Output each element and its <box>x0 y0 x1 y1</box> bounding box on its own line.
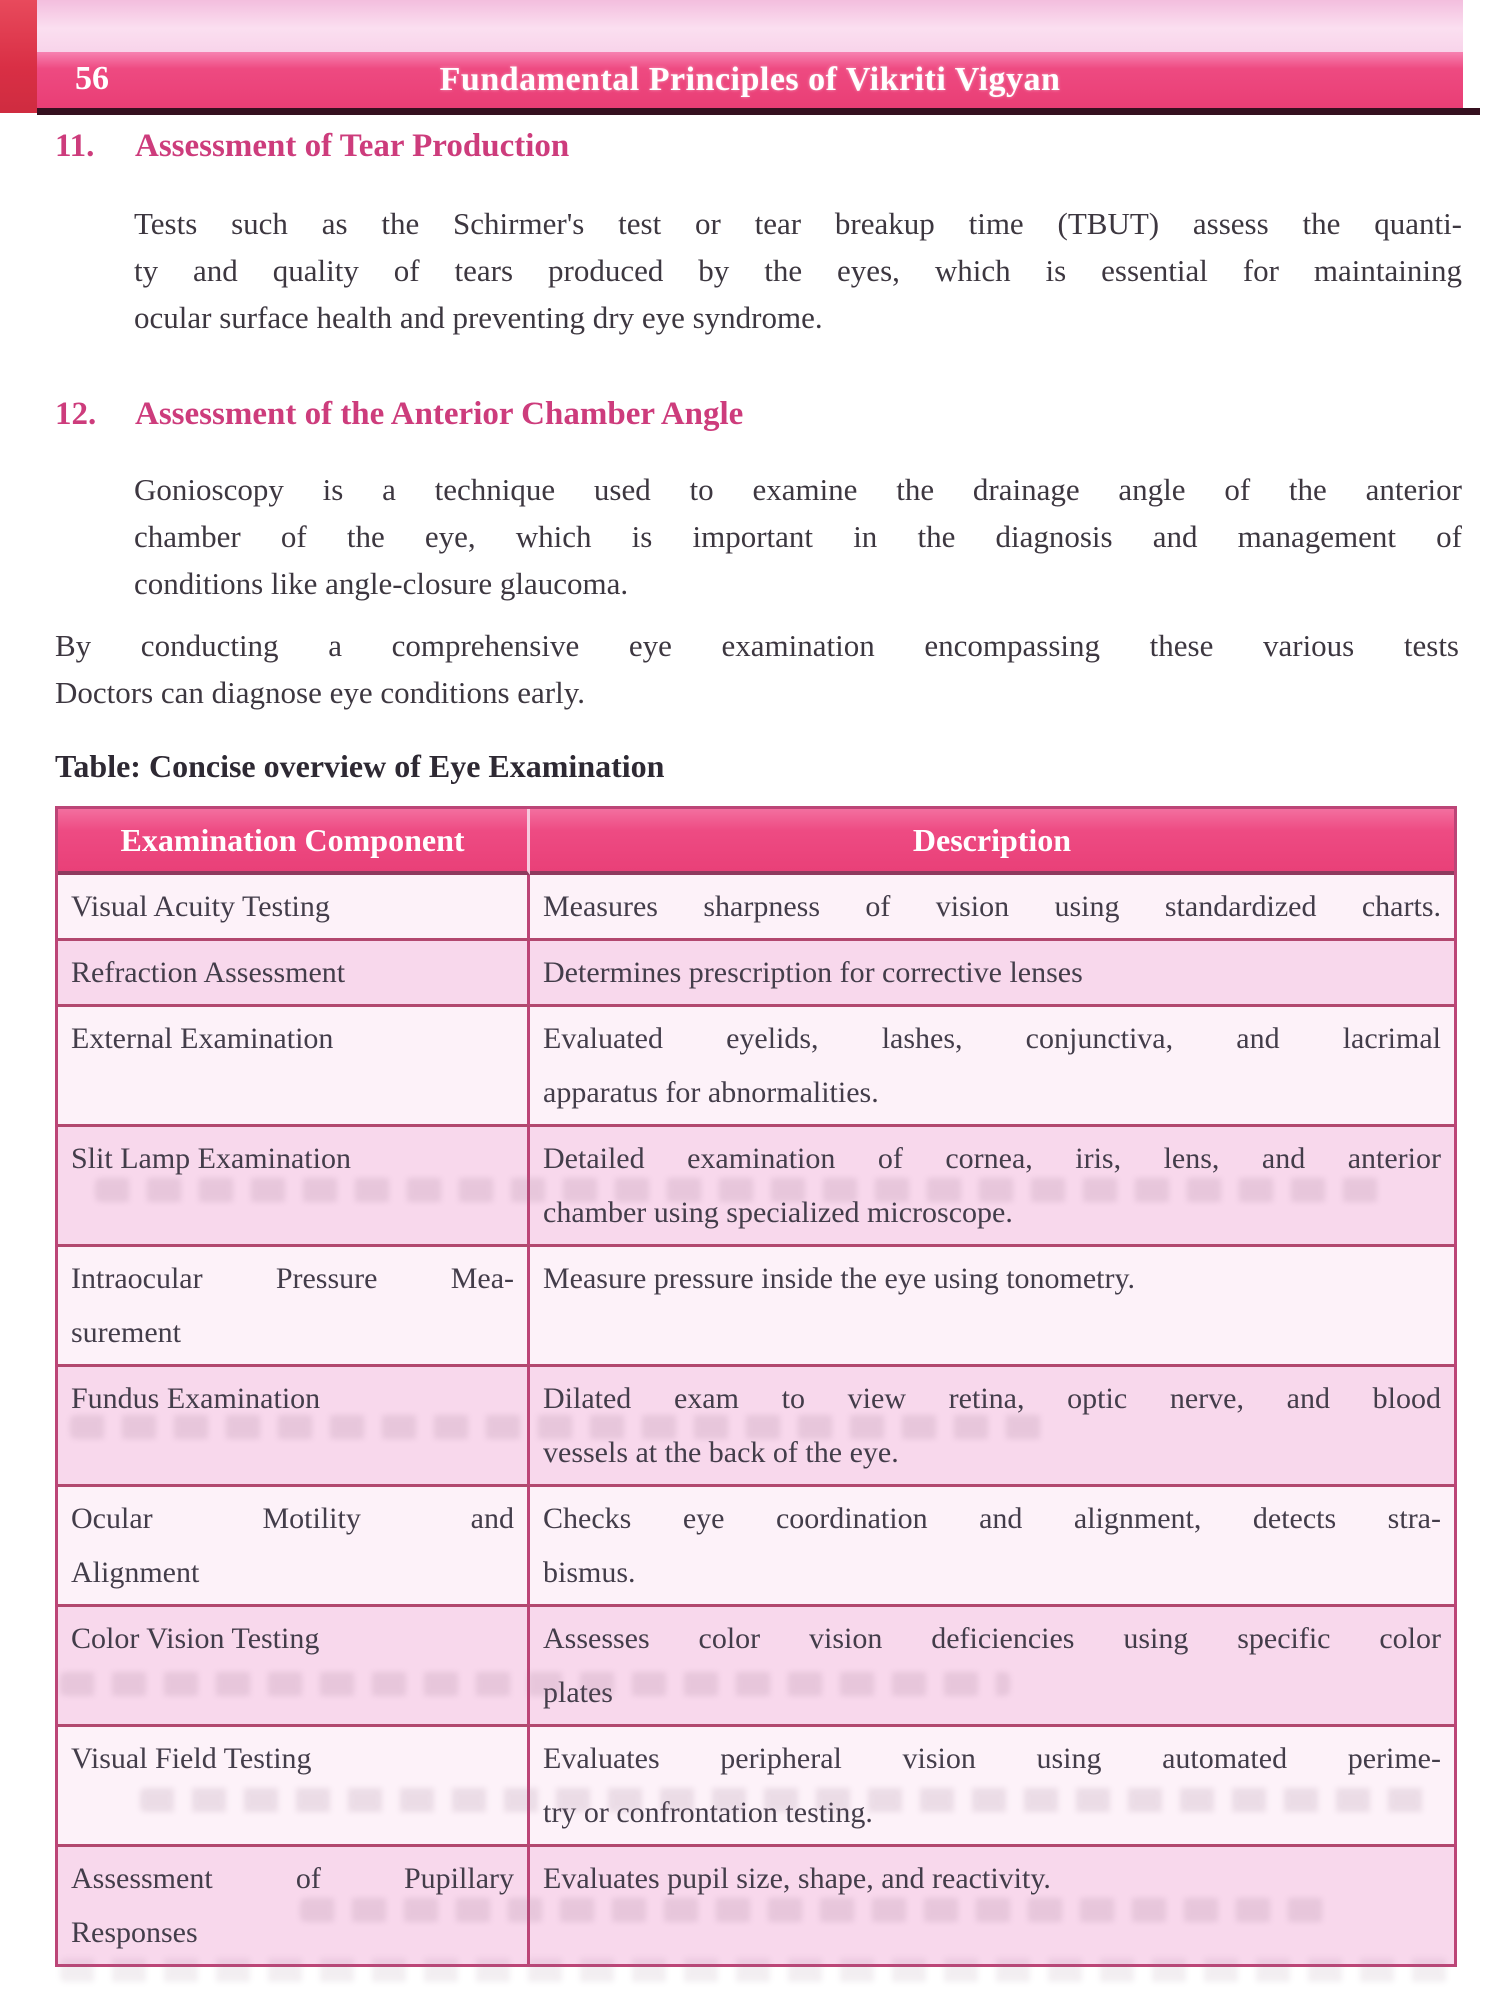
cell-line: Slit Lamp Examination <box>71 1142 351 1175</box>
description-cell <box>530 1727 1454 1847</box>
paragraph-line: By conducting a comprehensive eye examination encompassing these various tests <box>55 628 1459 663</box>
header-top-band <box>37 0 1463 52</box>
cell-line: Evaluates pupil size, shape, and reactivity. <box>543 1862 1051 1895</box>
cell-line: vessels at the back of the eye. <box>543 1436 899 1469</box>
section-12-heading <box>55 396 1460 433</box>
paragraph-line: Gonioscopy is a technique used to examine the drainage angle of the anterior <box>134 472 1462 507</box>
component-cell <box>58 1487 530 1607</box>
table-row <box>58 1127 1454 1247</box>
table-row <box>58 875 1454 941</box>
cell-line: Intraocular Pressure Mea- <box>71 1262 514 1295</box>
section-11-number: 11. <box>55 128 95 164</box>
cell-line: Alignment <box>71 1556 200 1589</box>
page-number: 56 <box>75 60 109 97</box>
cell-line: Evaluated eyelids, lashes, conjunctiva, and lacrimal <box>543 1022 1441 1055</box>
table-row <box>58 1847 1454 1964</box>
paragraph-line: Doctors can diagnose eye conditions early. <box>55 675 585 710</box>
cell-line: Ocular Motility and <box>71 1502 514 1535</box>
cell-line: External Examination <box>71 1022 334 1055</box>
table-row <box>58 1487 1454 1607</box>
table-row <box>58 941 1454 1007</box>
cell-line: Assessment of Pupillary <box>71 1862 514 1895</box>
description-cell <box>530 1367 1454 1487</box>
cell-line: Fundus Examination <box>71 1382 321 1415</box>
closing-paragraph <box>55 622 1459 716</box>
table-row <box>58 1607 1454 1727</box>
paragraph-line: ocular surface health and preventing dry eye syndrome. <box>134 300 823 335</box>
component-cell <box>58 1367 530 1487</box>
cell-line: chamber using specialized microscope. <box>543 1196 1013 1229</box>
table-row <box>58 1247 1454 1367</box>
cell-line: Visual Field Testing <box>71 1742 312 1775</box>
cell-line: plates <box>543 1676 613 1709</box>
paragraph-line: Tests such as the Schirmer's test or tear breakup time (TBUT) assess the quanti- <box>134 206 1462 241</box>
header-rule <box>37 108 1480 115</box>
component-cell <box>58 875 530 941</box>
component-cell <box>58 941 530 1007</box>
cell-line: Evaluates peripheral vision using automated perime- <box>543 1742 1441 1775</box>
cell-line: Visual Acuity Testing <box>71 890 330 923</box>
eye-examination-table <box>55 806 1457 1967</box>
component-cell <box>58 1247 530 1367</box>
table-row <box>58 1367 1454 1487</box>
description-cell <box>530 1007 1454 1127</box>
cell-line: Dilated exam to view retina, optic nerve, and blood <box>543 1382 1441 1415</box>
description-cell <box>530 1127 1454 1247</box>
cell-line: Detailed examination of cornea, iris, lens, and anterior <box>543 1142 1441 1175</box>
section-11-heading <box>55 128 1460 165</box>
column-header-examination-component: Examination Component <box>58 809 530 875</box>
cell-line: surement <box>71 1316 181 1349</box>
header-title: Fundamental Principles of Vikriti Vigyan <box>439 61 1061 98</box>
cell-line: Refraction Assessment <box>71 956 346 989</box>
paragraph-line: conditions like angle-closure glaucoma. <box>134 566 629 601</box>
cell-line: Responses <box>71 1916 198 1949</box>
table-title: Table: Concise overview of Eye Examination <box>55 748 665 784</box>
description-cell <box>530 1847 1454 1964</box>
cell-line: apparatus for abnormalities. <box>543 1076 879 1109</box>
component-cell <box>58 1727 530 1847</box>
section-11-paragraph <box>134 200 1462 341</box>
paragraph-line: chamber of the eye, which is important in the diagnosis and management of <box>134 519 1462 554</box>
component-cell <box>58 1607 530 1727</box>
description-cell <box>530 941 1454 1007</box>
cell-line: Measures sharpness of vision using standardized charts. <box>543 890 1441 923</box>
section-12-number: 12. <box>55 396 97 432</box>
cell-line: try or confrontation testing. <box>543 1796 873 1829</box>
component-cell <box>58 1127 530 1247</box>
description-cell <box>530 875 1454 941</box>
component-cell <box>58 1007 530 1127</box>
section-12-paragraph <box>134 466 1462 607</box>
cell-line: Checks eye coordination and alignment, detects stra- <box>543 1502 1441 1535</box>
table-row <box>58 1727 1454 1847</box>
table-row <box>58 1007 1454 1127</box>
section-11-title: Assessment of Tear Production <box>135 128 570 164</box>
description-cell <box>530 1607 1454 1727</box>
cell-line: Assesses color vision deficiencies using specific color <box>543 1622 1441 1655</box>
column-header-description: Description <box>530 809 1454 875</box>
cell-line: bismus. <box>543 1556 636 1589</box>
cell-line: Measure pressure inside the eye using tonometry. <box>543 1262 1136 1295</box>
table-header-row <box>58 809 1454 875</box>
cell-line: Color Vision Testing <box>71 1622 320 1655</box>
page-header-bar <box>37 52 1463 108</box>
section-12-title: Assessment of the Anterior Chamber Angle <box>135 396 744 432</box>
spine-strip <box>0 0 37 113</box>
paragraph-line: ty and quality of tears produced by the eyes, which is essential for maintaining <box>134 253 1462 288</box>
description-cell <box>530 1487 1454 1607</box>
component-cell <box>58 1847 530 1964</box>
cell-line: Determines prescription for corrective lenses <box>543 956 1083 989</box>
description-cell <box>530 1247 1454 1367</box>
